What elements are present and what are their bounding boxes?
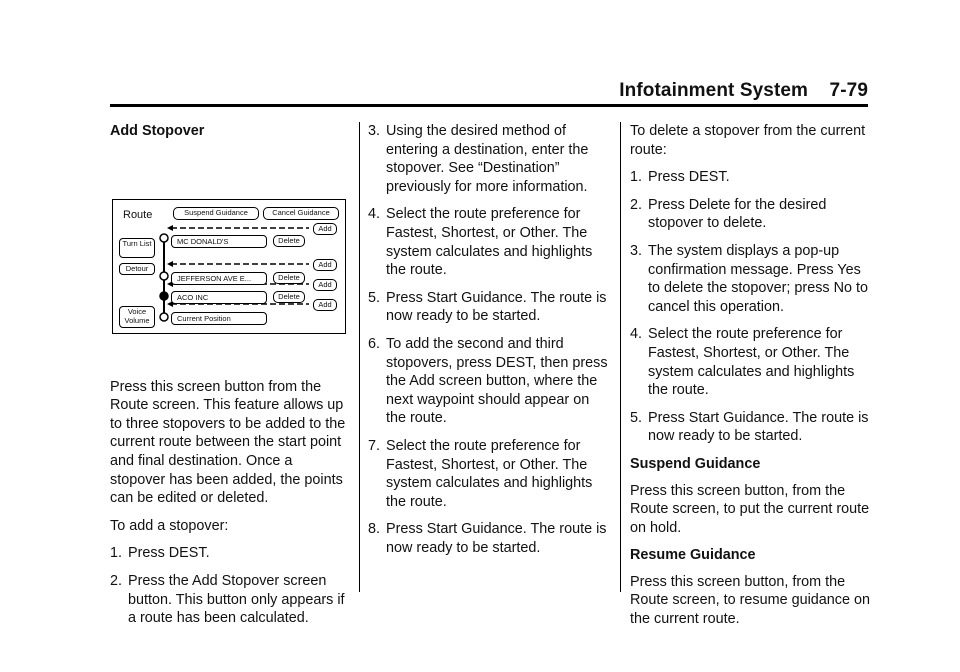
step-text: Press Start Guidance. The route is now ready to be started. bbox=[386, 521, 607, 556]
list-item bbox=[630, 242, 870, 316]
step-text: Press Start Guidance. The route is now ready to be started. bbox=[386, 289, 607, 325]
header-rule bbox=[110, 104, 868, 107]
step-number: 8. bbox=[368, 521, 381, 538]
section-heading: Add Stopover bbox=[110, 123, 205, 139]
step-number: 2. bbox=[630, 196, 643, 213]
step-number: 4. bbox=[368, 206, 381, 223]
stopover-2-icon bbox=[160, 272, 168, 280]
column-1 bbox=[110, 122, 350, 637]
list-item bbox=[368, 122, 608, 196]
step-text: To add the second and third stopovers, press DEST, then press the Add screen button, where the next waypoint should appear on the route. bbox=[386, 335, 608, 427]
paragraph: Press this screen button, from the Route screen, to resume guidance on the current route. bbox=[630, 573, 870, 628]
add-button[interactable]: Add bbox=[313, 223, 337, 235]
list-item bbox=[630, 409, 870, 446]
add-button[interactable]: Add bbox=[313, 279, 337, 291]
delete-button[interactable]: Delete bbox=[273, 272, 305, 284]
route-screen-figure bbox=[112, 199, 346, 334]
step-number: 3. bbox=[630, 242, 643, 259]
current-position-icon bbox=[160, 313, 168, 321]
suspend-guidance-button[interactable]: Suspend Guidance bbox=[173, 207, 259, 220]
destination-icon bbox=[160, 234, 168, 242]
add-button[interactable]: Add bbox=[313, 299, 337, 311]
route-item-jefferson[interactable]: JEFFERSON AVE E... bbox=[171, 272, 267, 285]
step-number: 4. bbox=[630, 326, 643, 343]
column-divider bbox=[620, 122, 621, 592]
list-item bbox=[630, 325, 870, 399]
figure-title: Route bbox=[123, 208, 153, 221]
paragraph: To add a stopover: bbox=[110, 517, 229, 534]
step-text: Press DEST. bbox=[128, 545, 210, 562]
step-number: 1. bbox=[630, 169, 643, 186]
delete-button[interactable]: Delete bbox=[273, 291, 305, 303]
list-item bbox=[630, 196, 870, 233]
section-heading: Resume Guidance bbox=[630, 547, 756, 564]
paragraph: To delete a stopover from the current route: bbox=[630, 123, 866, 158]
route-item-current-position[interactable]: Current Position bbox=[171, 312, 267, 325]
step-text: Select the route preference for Fastest, Shortest, or Other. The system calculates and highlights the route. bbox=[648, 326, 855, 399]
step-text: Select the route preference for Fastest, Shortest, or Other. The system calculates and highlights the route. bbox=[386, 437, 593, 510]
add-button[interactable]: Add bbox=[313, 259, 337, 271]
turn-list-button[interactable]: Turn List bbox=[119, 238, 155, 258]
step-text: Select the route preference for Fastest, Shortest, or Other. The system calculates and highlights the route. bbox=[386, 206, 593, 279]
column-divider bbox=[359, 122, 360, 592]
header-title: Infotainment System 7-79 bbox=[619, 80, 868, 101]
list-item bbox=[368, 520, 608, 557]
list-item bbox=[368, 335, 608, 428]
paragraph: Press this screen button from the Route screen. This feature allows up to three stopovers to be added to the current route between the start point and final destination. Once a stopover has been added, the points can be edited or deleted. bbox=[110, 378, 346, 507]
list-item bbox=[110, 544, 350, 563]
list-item bbox=[110, 572, 350, 628]
column-3 bbox=[630, 122, 870, 638]
step-number: 1. bbox=[110, 545, 123, 562]
list-item bbox=[368, 205, 608, 279]
detour-button[interactable]: Detour bbox=[119, 263, 155, 275]
section-heading: Suspend Guidance bbox=[630, 455, 761, 472]
route-item-mcdonalds[interactable]: MC DONALD'S bbox=[171, 235, 267, 248]
step-text: Press the Add Stopover screen button. This button only appears if a route has been calculated. bbox=[128, 572, 345, 627]
stopover-1-icon bbox=[160, 292, 168, 300]
step-text: Using the desired method of entering a destination, enter the stopover. See “Destination” previously for more information. bbox=[386, 123, 589, 195]
step-number: 5. bbox=[368, 289, 381, 306]
step-number: 2. bbox=[110, 572, 123, 589]
voice-volume-button[interactable]: Voice Volume bbox=[119, 306, 155, 328]
list-item bbox=[630, 168, 870, 187]
paragraph: Press this screen button, from the Route screen, to put the current route on hold. bbox=[630, 482, 870, 536]
page-header bbox=[110, 74, 868, 106]
step-text: The system displays a pop-up confirmation message. Press Yes to delete the stopover; press No to cancel this operation. bbox=[648, 242, 868, 315]
route-item-aco-inc[interactable]: ACO INC bbox=[171, 291, 267, 304]
step-text: Press Start Guidance. The route is now ready to be started. bbox=[648, 409, 869, 445]
step-text: Press Delete for the desired stopover to delete. bbox=[648, 196, 827, 232]
step-number: 3. bbox=[368, 123, 381, 139]
step-number: 5. bbox=[630, 409, 643, 426]
step-text: Press DEST. bbox=[648, 169, 730, 186]
column-2 bbox=[368, 122, 608, 566]
cancel-guidance-button[interactable]: Cancel Guidance bbox=[263, 207, 339, 220]
list-item bbox=[368, 437, 608, 511]
step-number: 7. bbox=[368, 437, 381, 454]
delete-button[interactable]: Delete bbox=[273, 235, 305, 247]
step-number: 6. bbox=[368, 335, 381, 352]
list-item bbox=[368, 289, 608, 326]
